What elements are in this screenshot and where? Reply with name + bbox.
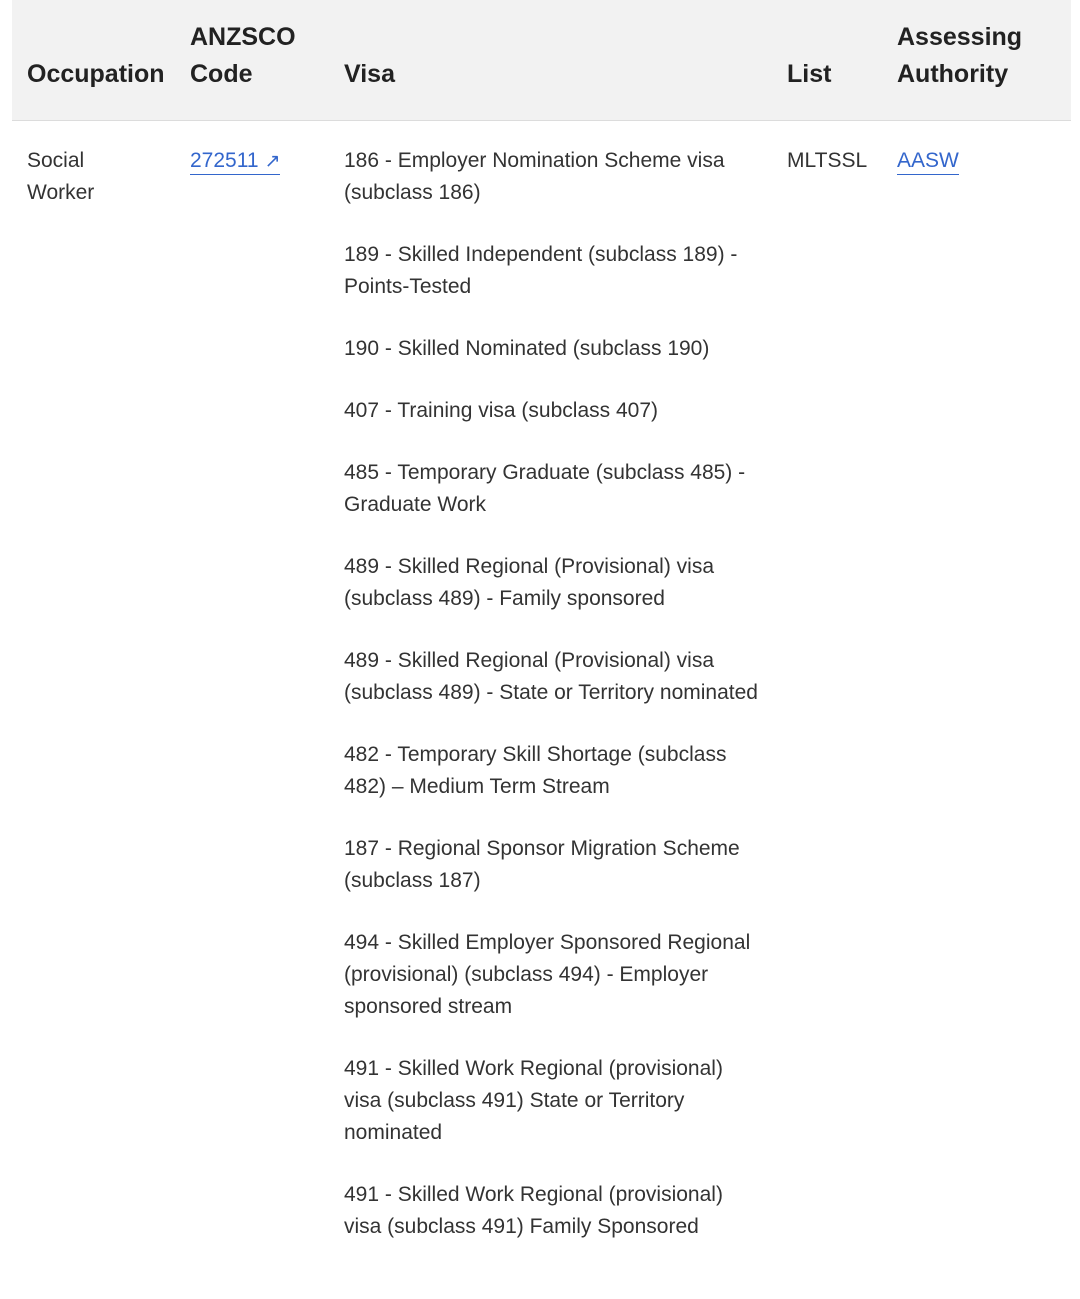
visa-item: 407 - Training visa (subclass 407) <box>344 399 658 422</box>
occupation-line1: Social <box>27 149 85 172</box>
visa-item: 494 - Skilled Employer Sponsored Regional (provisional) (subclass 494) - Employer sponsored stream <box>344 931 751 1018</box>
visa-item: 491 - Skilled Work Regional (provisional) visa (subclass 491) State or Territory nominated <box>344 1057 723 1144</box>
header-authority-line1: Assessing <box>897 23 1023 51</box>
visa-item: 187 - Regional Sponsor Migration Scheme (subclass 187) <box>344 837 740 892</box>
header-list <box>787 56 831 93</box>
visa-item: 489 - Skilled Regional (Provisional) visa (subclass 489) - State or Territory nominated <box>344 649 758 704</box>
header-anzsco-code <box>190 19 296 93</box>
list-value: MLTSSL <box>787 149 868 172</box>
visa-item: 186 - Employer Nomination Scheme visa (subclass 186) <box>344 149 725 204</box>
cell-visa <box>344 145 764 1273</box>
header-occupation <box>27 56 165 93</box>
header-code-line1: ANZSCO <box>190 23 296 51</box>
visa-item: 489 - Skilled Regional (Provisional) visa (subclass 489) - Family sponsored <box>344 555 715 610</box>
header-visa-label: Visa <box>344 60 395 88</box>
header-list-label: List <box>787 60 832 88</box>
header-visa <box>344 56 395 93</box>
external-link-icon: ↗ <box>264 151 281 172</box>
visa-item: 485 - Temporary Graduate (subclass 485) - Graduate Work <box>344 461 746 516</box>
cell-occupation <box>27 145 177 209</box>
table-header <box>12 0 1071 121</box>
header-code-line2: Code <box>190 60 253 88</box>
occupation-line2: Worker <box>27 181 95 204</box>
occupation-table <box>12 0 1071 1299</box>
assessing-authority-link[interactable]: AASW <box>897 149 959 175</box>
table-row <box>12 121 1071 1299</box>
header-authority-line2: Authority <box>897 60 1009 88</box>
visa-item: 190 - Skilled Nominated (subclass 190) <box>344 337 710 360</box>
header-occupation-label: Occupation <box>27 60 165 88</box>
visa-item: 189 - Skilled Independent (subclass 189) - Points-Tested <box>344 243 738 298</box>
anzsco-code-link[interactable] <box>190 149 280 175</box>
cell-assessing-authority <box>897 145 959 177</box>
visa-list <box>344 145 764 1243</box>
visa-item: 491 - Skilled Work Regional (provisional) visa (subclass 491) Family Sponsored <box>344 1183 723 1238</box>
header-assessing-authority <box>897 19 1022 93</box>
cell-list <box>787 145 867 177</box>
anzsco-code-text: 272511 <box>190 149 259 172</box>
cell-anzsco-code <box>190 145 280 178</box>
visa-item: 482 - Temporary Skill Shortage (subclass 482) – Medium Term Stream <box>344 743 727 798</box>
